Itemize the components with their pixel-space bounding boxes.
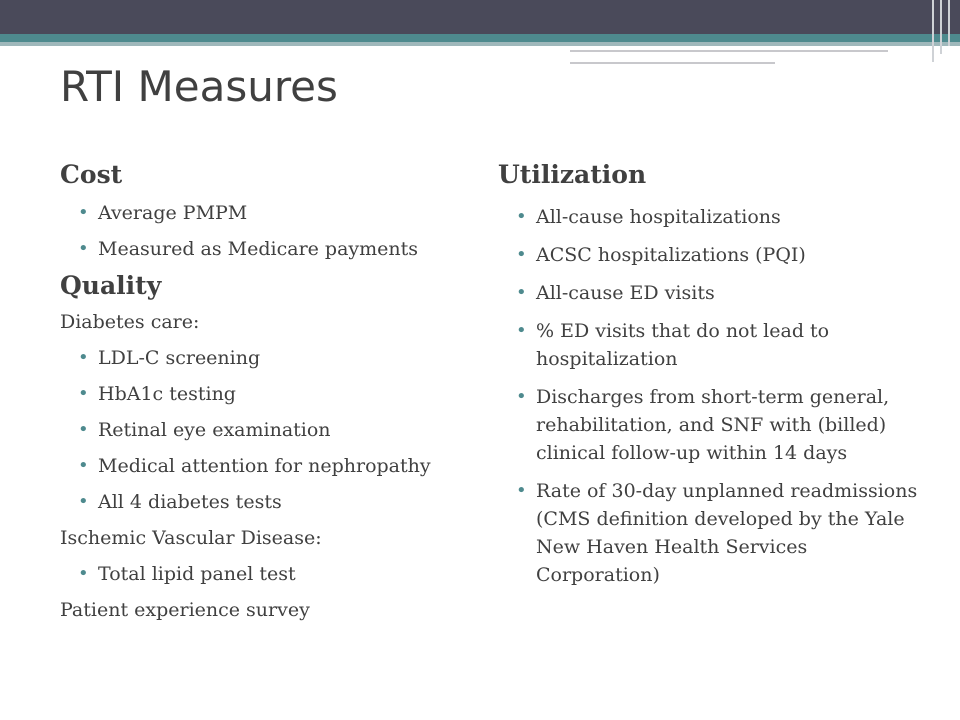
cost-list <box>60 199 460 263</box>
decorative-line <box>570 50 888 52</box>
slide-title: RTI Measures <box>60 62 338 111</box>
list-item: • Retinal eye examination <box>60 416 460 444</box>
header-accent-stripe <box>0 34 960 42</box>
list-item: • Total lipid panel test <box>60 560 460 588</box>
list-item: • Medical attention for nephropathy <box>60 452 460 480</box>
list-item: • All-cause hospitalizations <box>498 203 918 231</box>
list-item: • ACSC hospitalizations (PQI) <box>498 241 918 269</box>
list-item: • HbA1c testing <box>60 380 460 408</box>
header-shade-stripe <box>0 42 960 46</box>
list-item: • Measured as Medicare payments <box>60 235 460 263</box>
right-column <box>498 160 918 599</box>
list-item: • Discharges from short-term general, rehabilitation, and SNF with (billed) clinical follow-up within 14 days <box>498 383 918 467</box>
cost-heading: Cost <box>60 160 123 189</box>
list-item: • Average PMPM <box>60 199 460 227</box>
ivd-list <box>60 560 460 588</box>
header-bar <box>0 0 960 34</box>
ivd-label: Ischemic Vascular Disease: <box>60 527 322 549</box>
decorative-line <box>570 62 775 64</box>
utilization-heading: Utilization <box>498 160 647 189</box>
utilization-list <box>498 203 918 589</box>
diabetes-care-list <box>60 344 460 516</box>
decorative-vertical-line <box>940 0 942 54</box>
decorative-vertical-line <box>948 0 950 46</box>
list-item: • Rate of 30-day unplanned readmissions (CMS definition developed by the Yale New Haven Health Services Corporation) <box>498 477 918 589</box>
patient-survey-label: Patient experience survey <box>60 599 310 621</box>
diabetes-care-label: Diabetes care: <box>60 311 200 333</box>
list-item: • % ED visits that do not lead to hospitalization <box>498 317 918 373</box>
decorative-vertical-line <box>932 0 934 62</box>
quality-heading: Quality <box>60 271 162 300</box>
list-item: • LDL-C screening <box>60 344 460 372</box>
list-item: • All 4 diabetes tests <box>60 488 460 516</box>
left-column <box>60 160 460 624</box>
list-item: • All-cause ED visits <box>498 279 918 307</box>
